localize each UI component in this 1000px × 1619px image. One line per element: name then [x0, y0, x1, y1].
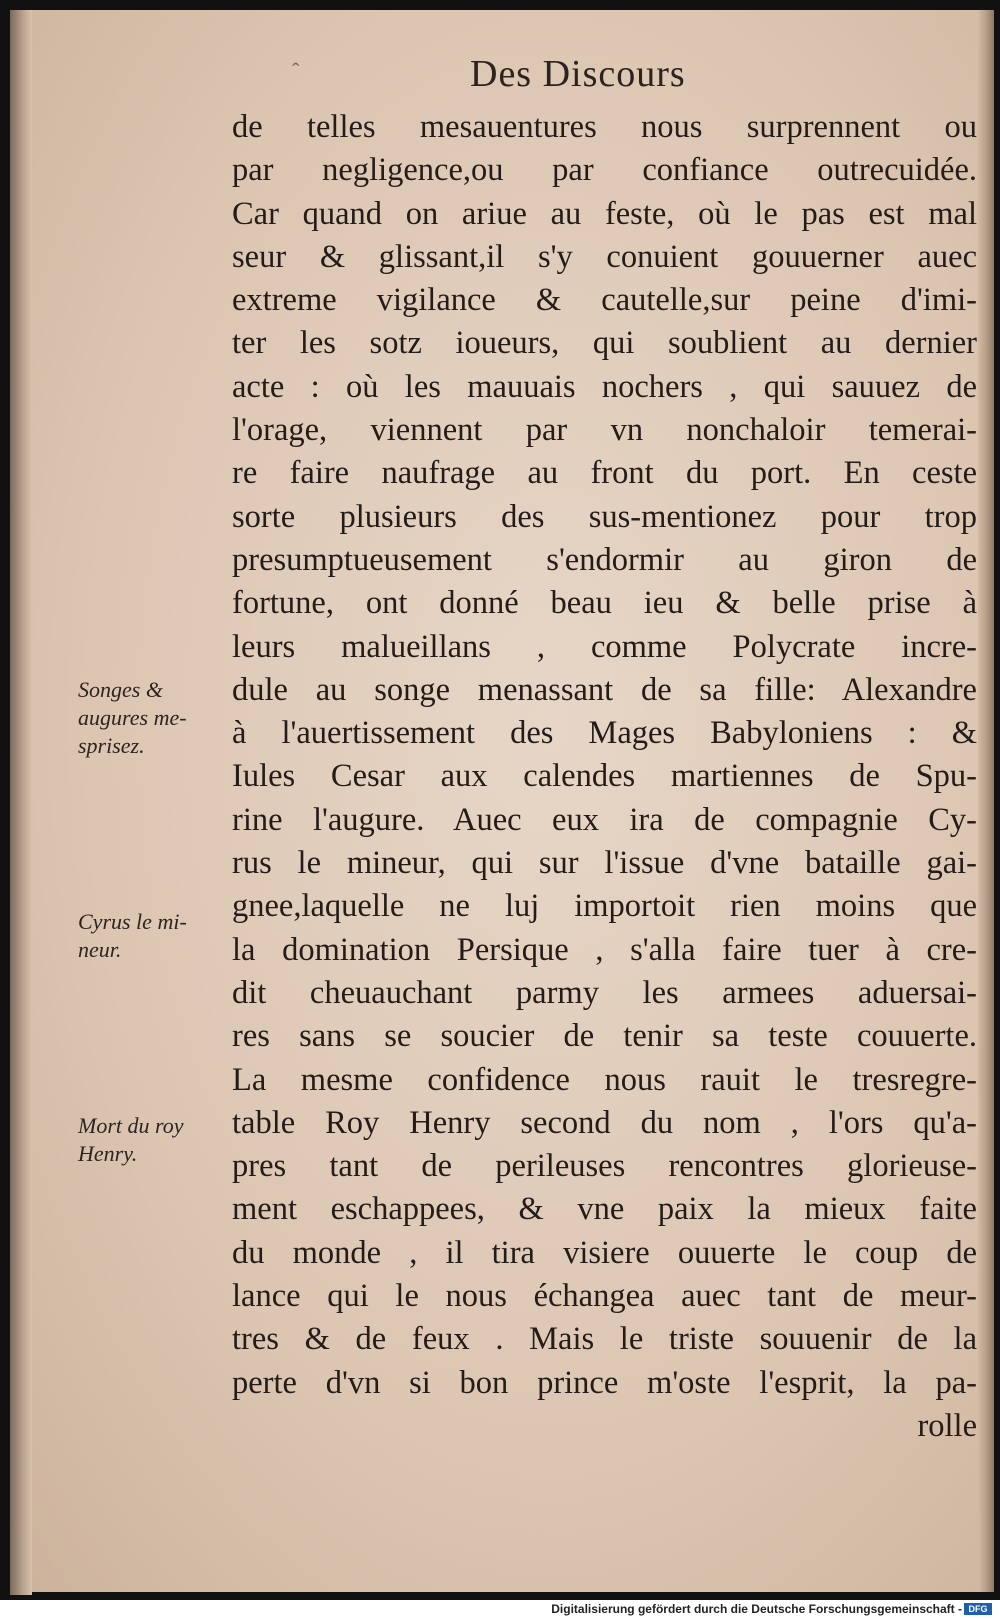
- text-line: presumptueusement s'endormir au giron de: [232, 541, 977, 578]
- text-line: de telles mesauentures nous surprennent ou: [232, 109, 977, 145]
- text-line: tres & de feux . Mais le triste souuenir de la: [232, 1321, 977, 1358]
- text-line: La mesme confidence nous rauit le tresregre-: [232, 1061, 977, 1098]
- margin-note-line: Cyrus le mi-: [78, 909, 187, 934]
- text-line: res sans se soucier de tenir sa teste couuerte.: [232, 1018, 977, 1055]
- text-line: lance qui le nous échangea auec tant de meur-: [232, 1278, 977, 1315]
- text-line: extreme vigilance & cautelle,sur peine d'imi-: [232, 282, 977, 319]
- margin-note-line: Mort du roy: [78, 1113, 184, 1138]
- margin-note-line: Songes &: [78, 677, 163, 702]
- text-line: rine l'augure. Auec eux ira de compagnie Cy-: [232, 801, 977, 838]
- text-line: acte : où les mauuais nochers , qui sauuez de: [232, 368, 977, 405]
- funding-credit: Digitalisierung gefördert durch die Deutsche Forschungsgemeinschaft -: [551, 1602, 962, 1616]
- margin-note-line: sprisez.: [78, 733, 145, 758]
- margin-note-songes: [78, 676, 228, 760]
- ornament-mark: ˆ: [292, 58, 300, 83]
- page-gutter: [10, 10, 32, 1595]
- text-line: rus le mineur, qui sur l'issue d'vne bataille gai-: [232, 845, 977, 882]
- text-line: dit cheuauchant parmy les armees aduersai-: [232, 974, 977, 1011]
- text-line: ter les sotz ioueurs, qui soublient au dernier: [232, 325, 977, 362]
- running-head: Des Discours: [470, 53, 686, 95]
- dfg-logo-icon: DFG: [964, 1603, 992, 1615]
- text-line: table Roy Henry second du nom , l'ors qu'a-: [232, 1104, 977, 1141]
- text-line: Car quand on ariue au feste, où le pas est mal: [232, 195, 977, 232]
- margin-note-line: neur.: [78, 937, 122, 962]
- text-line: l'orage, viennent par vn nonchaloir temerai-: [232, 412, 977, 449]
- text-line: re faire naufrage au front du port. En ceste: [232, 455, 977, 492]
- text-line: ment eschappees, & vne paix la mieux faite: [232, 1191, 977, 1228]
- catchword: rolle: [917, 1407, 977, 1444]
- text-line: dule au songe menassant de sa fille: Alexandre: [232, 671, 977, 708]
- margin-note-cyrus: [78, 908, 228, 964]
- digitization-footer: [0, 1600, 1000, 1619]
- text-line: seur & glissant,il s'y conuient gouuerner auec: [232, 238, 977, 275]
- text-line: sorte plusieurs des sus-mentionez pour trop: [232, 498, 977, 535]
- text-line: par negligence,ou par confiance outrecuidée.: [232, 152, 977, 189]
- text-line: perte d'vn si bon prince m'oste l'esprit, la pa-: [232, 1364, 977, 1401]
- text-line: fortune, ont donné beau ieu & belle prise à: [232, 585, 977, 622]
- body-text: [232, 106, 977, 1448]
- text-line: Iules Cesar aux calendes martiennes de Spu-: [232, 758, 977, 795]
- margin-note-line: augures me-: [78, 705, 187, 730]
- text-line: du monde , il tira visiere ouuerte le coup de: [232, 1234, 977, 1271]
- text-line: leurs malueillans , comme Polycrate incre-: [232, 628, 977, 665]
- margin-note-henry: [78, 1112, 228, 1168]
- text-line: pres tant de perileuses rencontres glorieuse-: [232, 1148, 977, 1185]
- text-line: à l'auertissement des Mages Babyloniens : &: [232, 715, 977, 752]
- text-line: la domination Persique , s'alla faire tuer à cre-: [232, 931, 977, 968]
- text-line: gnee,laquelle ne luj importoit rien moins que: [232, 888, 977, 925]
- margin-note-line: Henry.: [78, 1141, 138, 1166]
- page-edge: [978, 10, 994, 1592]
